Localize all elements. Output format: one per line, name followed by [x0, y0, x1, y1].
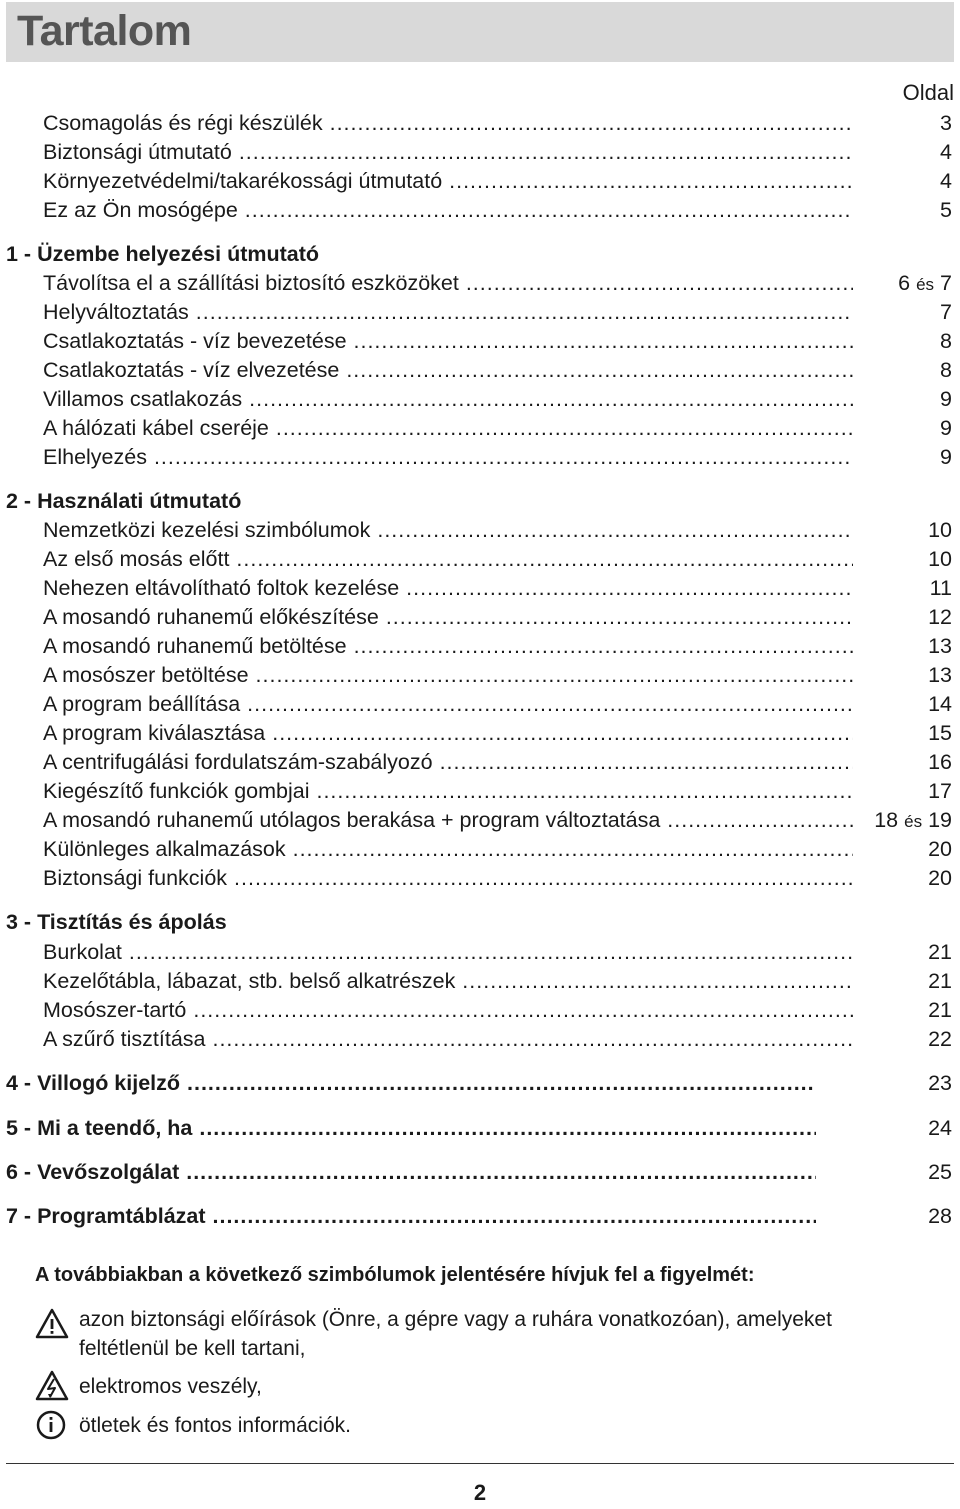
toc-entry[interactable]	[0, 329, 960, 357]
electric-hazard-icon	[35, 1370, 69, 1402]
section-2-title[interactable]: 2 - Használati útmutató	[6, 489, 242, 513]
toc-entry[interactable]	[0, 198, 960, 226]
toc-entry[interactable]	[0, 779, 960, 807]
toc-entry[interactable]	[0, 271, 960, 299]
section-1-title[interactable]: 1 - Üzembe helyezési útmutató	[6, 242, 320, 266]
toc-entry[interactable]	[0, 866, 960, 894]
toc-entry[interactable]	[0, 969, 960, 997]
toc-entry[interactable]	[0, 634, 960, 662]
toc-entry[interactable]	[0, 445, 960, 473]
toc-entry-label: A mosandó ruhanemű előkészítése .....	[43, 605, 853, 630]
toc-entry-label: A mosandó ruhanemű betöltése .....	[43, 634, 853, 659]
toc-entry-label: Biztonsági funkciók .....	[43, 866, 853, 891]
toc-entry-page: 20	[928, 866, 952, 890]
toc-entry-page: 8	[940, 358, 952, 382]
toc-entry-page: 10	[928, 547, 952, 571]
toc-entry-label: Különleges alkalmazások .....	[43, 837, 853, 862]
toc-entry-label: Nehezen eltávolítható foltok kezelése .....	[43, 576, 853, 601]
toc-entry[interactable]	[0, 663, 960, 691]
toc-entry-page: 13	[928, 634, 952, 658]
section-5-entry[interactable]	[0, 1116, 960, 1144]
toc-entry-label: A mosószer betöltése .....	[43, 663, 853, 688]
toc-entry-page: 8	[940, 329, 952, 353]
toc-entry[interactable]	[0, 169, 960, 197]
section-4-entry[interactable]	[0, 1071, 960, 1099]
toc-entry-page: 21	[928, 940, 952, 964]
section-6-entry[interactable]	[0, 1160, 960, 1188]
toc-entry-page: 28	[928, 1204, 952, 1228]
toc-entry-page: 4	[940, 140, 952, 164]
page-title: Tartalom	[17, 7, 192, 55]
toc-entry-label: A program beállítása .....	[43, 692, 853, 717]
toc-entry-label: Kiegészítő funkciók gombjai .....	[43, 779, 853, 804]
toc-entry[interactable]	[0, 416, 960, 444]
toc-entry-label: A mosandó ruhanemű utólagos berakása + program változtatása .....	[43, 808, 853, 833]
toc-entry[interactable]	[0, 605, 960, 633]
toc-entry-page: 14	[928, 692, 952, 716]
electric-description: elektromos veszély,	[79, 1375, 262, 1398]
toc-entry-label: Csomagolás és régi készülék .....	[43, 111, 853, 136]
toc-entry-page: 16	[928, 750, 952, 774]
toc-entry-label: A program kiválasztása .....	[43, 721, 853, 746]
toc-entry[interactable]	[0, 300, 960, 328]
toc-entry[interactable]	[0, 692, 960, 720]
toc-entry-label: Biztonsági útmutató .....	[43, 140, 853, 165]
toc-entry-label: Nemzetközi kezelési szimbólumok .....	[43, 518, 853, 543]
toc-entry-page: 20	[928, 837, 952, 861]
toc-entry-page: 7	[940, 300, 952, 324]
toc-entry[interactable]	[0, 750, 960, 778]
toc-entry[interactable]	[0, 940, 960, 968]
toc-entry-label: Helyváltoztatás .....	[43, 300, 853, 325]
toc-entry-label: Burkolat .....	[43, 940, 853, 965]
toc-entry[interactable]	[0, 547, 960, 575]
section-3-title[interactable]: 3 - Tisztítás és ápolás	[6, 910, 227, 934]
toc-entry-page: 12	[928, 605, 952, 629]
warning-triangle-icon	[35, 1308, 69, 1340]
toc-entry-page: 6 és 7	[898, 271, 952, 295]
toc-entry-page: 17	[928, 779, 952, 803]
toc-entry-page: 21	[928, 969, 952, 993]
toc-entry-label: Ez az Ön mosógépe .....	[43, 198, 853, 223]
toc-entry[interactable]	[0, 518, 960, 546]
warning-line-1: azon biztonsági előírások (Önre, a gépre vagy a ruhára vonatkozóan), amelyeket	[79, 1308, 832, 1331]
toc-entry-label: A szűrő tisztítása .....	[43, 1027, 853, 1052]
toc-entry-page: 15	[928, 721, 952, 745]
toc-entry-label: Távolítsa el a szállítási biztosító eszközöket .....	[43, 271, 853, 296]
toc-entry[interactable]	[0, 808, 960, 836]
toc-entry[interactable]	[0, 140, 960, 168]
toc-entry-label: Csatlakoztatás - víz bevezetése .....	[43, 329, 853, 354]
toc-entry-page: 18 és 19	[874, 808, 952, 832]
toc-entry-page: 5	[940, 198, 952, 222]
title-bar	[6, 2, 954, 62]
toc-entry[interactable]	[0, 387, 960, 415]
toc-entry-label: A centrifugálási fordulatszám-szabályozó .....	[43, 750, 853, 775]
toc-entry-page: 3	[940, 111, 952, 135]
toc-entry-page: 22	[928, 1027, 952, 1051]
toc-entry-label: A hálózati kábel cseréje .....	[43, 416, 853, 441]
toc-entry-page: 9	[940, 445, 952, 469]
page-column-label: Oldal	[902, 80, 954, 105]
footer-divider	[6, 1463, 954, 1464]
section-7-title: 7 - Programtáblázat .....	[6, 1204, 816, 1229]
toc-entry-page: 4	[940, 169, 952, 193]
toc-entry-page: 25	[928, 1160, 952, 1184]
toc-entry-page: 10	[928, 518, 952, 542]
section-7-entry[interactable]	[0, 1204, 960, 1232]
toc-entry[interactable]	[0, 721, 960, 749]
warning-description	[79, 1305, 959, 1363]
toc-entry[interactable]	[0, 576, 960, 604]
symbols-notice: A továbbiakban a következő szimbólumok jelentésére hívjuk fel a figyelmét:	[35, 1264, 755, 1286]
toc-entry-page: 9	[940, 416, 952, 440]
toc-entry-page: 11	[929, 576, 952, 600]
toc-entry[interactable]	[0, 1027, 960, 1055]
toc-entry-page: 24	[928, 1116, 952, 1140]
toc-entry-label: Az első mosás előtt .....	[43, 547, 853, 572]
info-icon	[35, 1409, 69, 1441]
section-6-title: 6 - Vevőszolgálat .....	[6, 1160, 816, 1185]
toc-entry[interactable]	[0, 358, 960, 386]
toc-entry-label: Csatlakoztatás - víz elvezetése .....	[43, 358, 853, 383]
toc-entry-page: 23	[928, 1071, 952, 1095]
toc-entry-label: Kezelőtábla, lábazat, stb. belső alkatrészek .....	[43, 969, 853, 994]
toc-entry-label: Mosószer-tartó .....	[43, 998, 853, 1023]
section-4-title: 4 - Villogó kijelző .....	[6, 1071, 816, 1096]
toc-entry-page: 13	[928, 663, 952, 687]
warning-line-2: feltétlenül be kell tartani,	[79, 1337, 306, 1360]
toc-entry-page: 21	[928, 998, 952, 1022]
toc-entry-page: 9	[940, 387, 952, 411]
section-5-title: 5 - Mi a teendő, ha .....	[6, 1116, 816, 1141]
info-description: ötletek és fontos információk.	[79, 1414, 351, 1437]
toc-entry[interactable]	[0, 998, 960, 1026]
toc-entry-label: Elhelyezés .....	[43, 445, 853, 470]
toc-entry[interactable]	[0, 837, 960, 865]
page-number: 2	[473, 1480, 487, 1505]
toc-entry[interactable]	[0, 111, 960, 139]
toc-entry-label: Környezetvédelmi/takarékossági útmutató .....	[43, 169, 853, 194]
toc-entry-label: Villamos csatlakozás .....	[43, 387, 853, 412]
